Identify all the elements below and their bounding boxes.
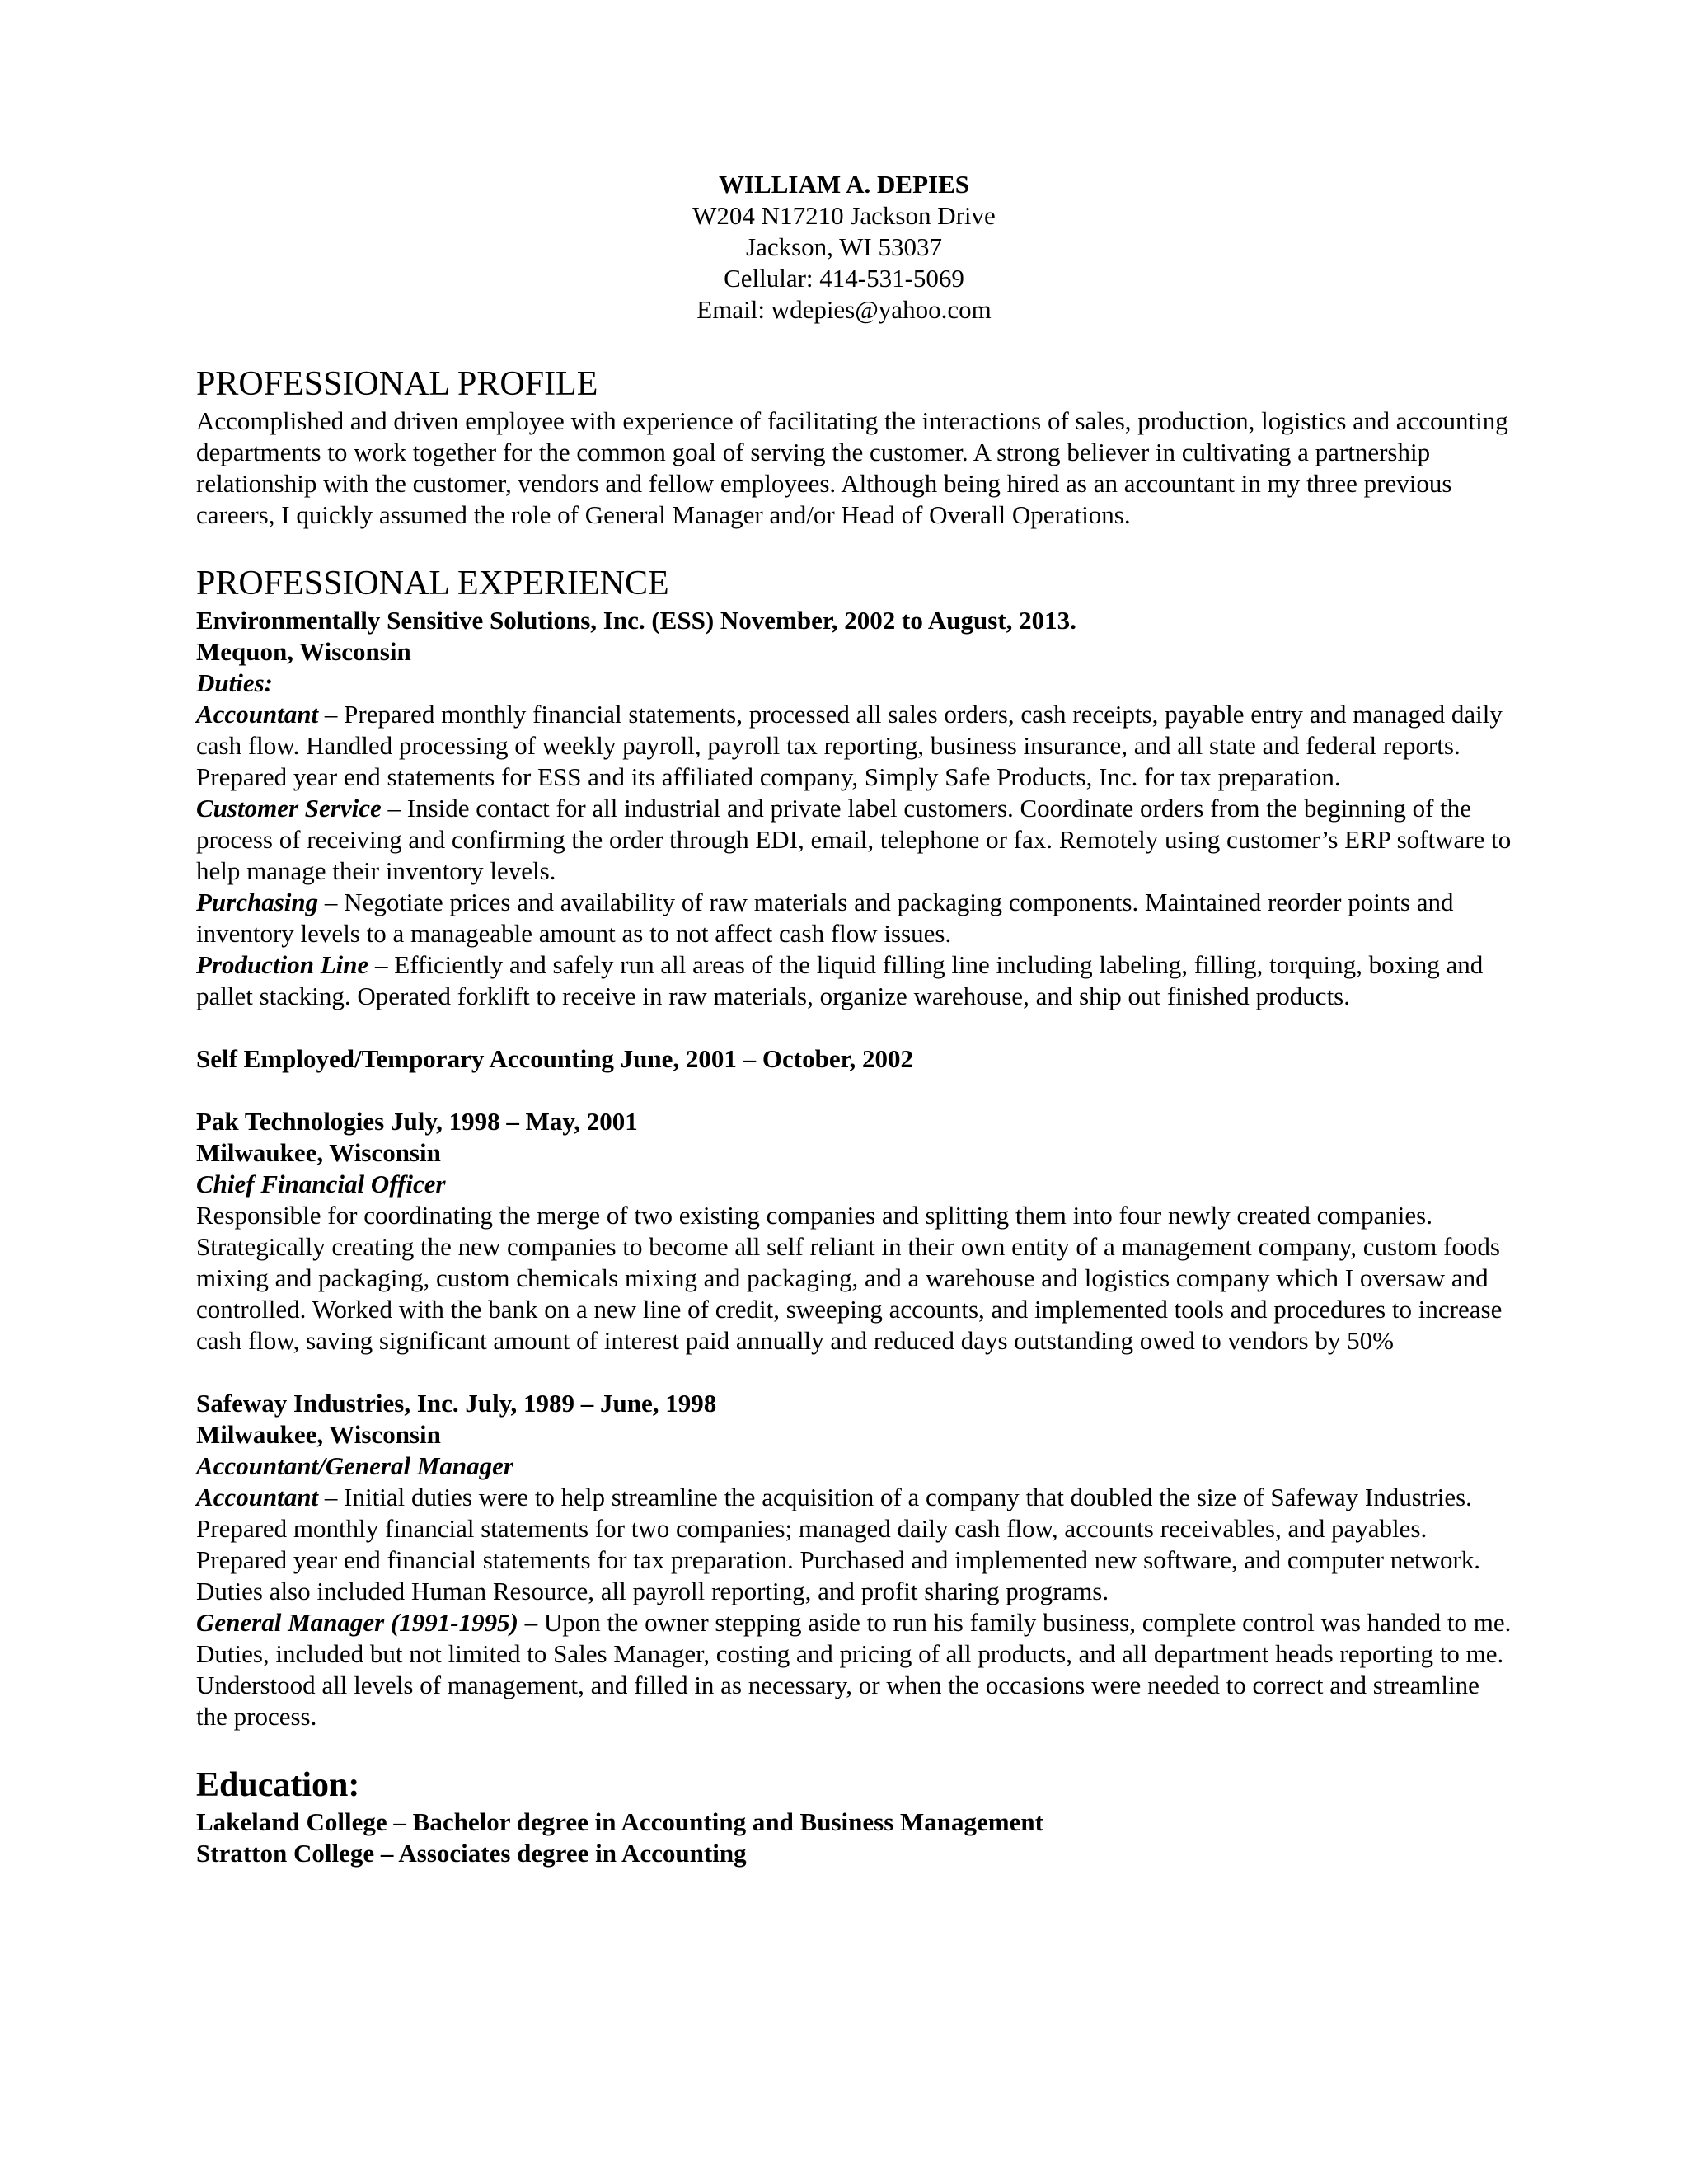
duty-role: Accountant bbox=[196, 1483, 319, 1511]
job-title: Pak Technologies July, 1998 – May, 2001 bbox=[196, 1107, 638, 1136]
job-location: Mequon, Wisconsin bbox=[196, 637, 411, 666]
job-title: Environmentally Sensitive Solutions, Inc. (ESS) November, 2002 to August, 2013. bbox=[196, 606, 1076, 635]
job-location: Milwaukee, Wisconsin bbox=[196, 1420, 441, 1449]
education-heading: Education: bbox=[196, 1766, 360, 1804]
duty-role: General Manager (1991-1995) bbox=[196, 1608, 518, 1637]
education-item: Stratton College – Associates degree in Accounting bbox=[196, 1839, 747, 1868]
duty-text: – Upon the owner stepping aside to run his family business, complete control was handed to me. Duties, included but not limited to Sales Manager, costing and pricing of all products, and all department heads reporting to me. Understood all levels of management, and filled in as necessary, or when the occasions were needed to correct and streamline the process. bbox=[196, 1608, 1512, 1731]
profile-section bbox=[196, 363, 1515, 531]
duty-text: – Negotiate prices and availability of raw materials and packaging components. Maintained reorder points and inventory levels to a manageable amount as to not affect cash flow issues. bbox=[196, 888, 1454, 948]
phone-number: Cellular: 414-531-5069 bbox=[724, 264, 964, 293]
experience-heading: PROFESSIONAL EXPERIENCE bbox=[196, 565, 669, 602]
duty-item bbox=[196, 1482, 1515, 1607]
job-pak bbox=[196, 1106, 1515, 1357]
duty-role: Customer Service bbox=[196, 794, 382, 823]
candidate-name: WILLIAM A. DEPIES bbox=[718, 170, 970, 199]
job-self-employed bbox=[196, 1043, 1515, 1075]
duty-role: Purchasing bbox=[196, 888, 319, 916]
duty-item bbox=[196, 887, 1515, 949]
job-title: Self Employed/Temporary Accounting June, 2001 – October, 2002 bbox=[196, 1044, 914, 1073]
education-section bbox=[196, 1764, 1515, 1869]
job-role: Chief Financial Officer bbox=[196, 1169, 446, 1198]
job-role: Accountant/General Manager bbox=[196, 1451, 513, 1480]
duty-text: – Initial duties were to help streamline the acquisition of a company that doubled the size of Safeway Industries. Prepared monthly financial statements for two companies; managed daily cash flow, accounts receivables, and payables. Prepared year end financial statements for tax preparation. Purchased and implemented new software, and computer network. Duties also included Human Resource, all payroll reporting, and profit sharing programs. bbox=[196, 1483, 1481, 1605]
duties-label: Duties: bbox=[196, 668, 273, 697]
duty-item bbox=[196, 1607, 1515, 1732]
job-safeway bbox=[196, 1388, 1515, 1732]
contact-header bbox=[0, 169, 1688, 326]
resume-body bbox=[196, 363, 1515, 1869]
duty-text: – Inside contact for all industrial and private label customers. Coordinate orders from the beginning of the process of receiving and confirming the order through EDI, email, telephone or fax. Remotely using customer’s ERP software to help manage their inventory levels. bbox=[196, 794, 1512, 885]
experience-section bbox=[196, 562, 1515, 1732]
email-address: Email: wdepies@yahoo.com bbox=[696, 295, 992, 324]
duty-item bbox=[196, 793, 1515, 887]
duty-role: Production Line bbox=[196, 950, 369, 979]
duty-item bbox=[196, 949, 1515, 1012]
profile-heading: PROFESSIONAL PROFILE bbox=[196, 365, 598, 403]
job-ess bbox=[196, 605, 1515, 1012]
address-line-2: Jackson, WI 53037 bbox=[746, 232, 942, 261]
duty-item bbox=[196, 699, 1515, 793]
job-description: Responsible for coordinating the merge of two existing companies and splitting them into four newly created companies. Strategically creating the new companies to become all self reliant in their own entity of a management company, custom foods mixing and packaging, custom chemicals mixing and packaging, and a warehouse and logistics company which I oversaw and controlled. Worked with the bank on a new line of credit, sweeping accounts, and implemented tools and procedures to increase cash flow, saving significant amount of interest paid annually and reduced days outstanding owed to vendors by 50% bbox=[196, 1201, 1503, 1355]
duty-text: – Prepared monthly financial statements, processed all sales orders, cash receipts, payable entry and managed daily cash flow. Handled processing of weekly payroll, payroll tax reporting, business insurance, and all state and federal reports. Prepared year end statements for ESS and its affiliated company, Simply Safe Products, Inc. for tax preparation. bbox=[196, 700, 1503, 791]
job-title: Safeway Industries, Inc. July, 1989 – June, 1998 bbox=[196, 1389, 717, 1418]
address-line-1: W204 N17210 Jackson Drive bbox=[692, 201, 996, 230]
duty-role: Accountant bbox=[196, 700, 319, 729]
duty-text: – Efficiently and safely run all areas of the liquid filling line including labeling, filling, torquing, boxing and pallet stacking. Operated forklift to receive in raw materials, organize warehouse, and ship out finished products. bbox=[196, 950, 1484, 1010]
education-item: Lakeland College – Bachelor degree in Accounting and Business Management bbox=[196, 1807, 1043, 1836]
profile-text: Accomplished and driven employee with experience of facilitating the interactions of sales, production, logistics and accounting departments to work together for the common goal of serving the customer. A strong believer in cultivating a partnership relationship with the customer, vendors and fellow employees. Although being hired as an accountant in my three previous careers, I quickly assumed the role of General Manager and/or Head of Overall Operations. bbox=[196, 406, 1508, 529]
job-location: Milwaukee, Wisconsin bbox=[196, 1138, 441, 1167]
